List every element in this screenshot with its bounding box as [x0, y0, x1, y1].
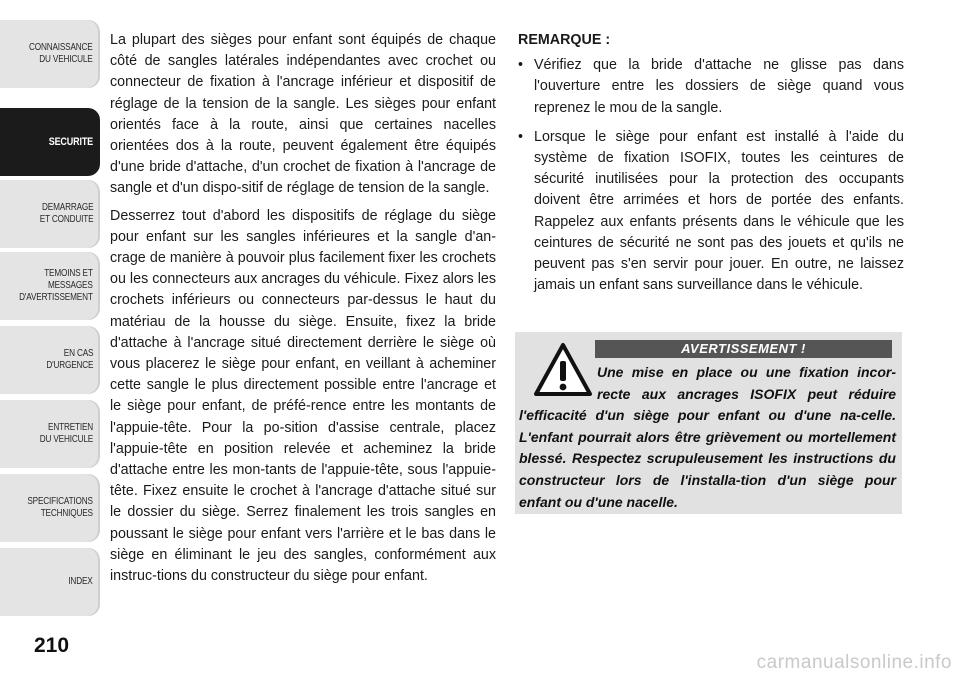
tab-entretien-du-vehicule[interactable]	[0, 400, 100, 468]
tab-label: EN CAS D'URGENCE	[45, 348, 93, 371]
list-item-text: Vérifiez que la bride d'attache ne glisse pas dans l'ouverture entre les dossiers de siège quand vous reprenez le mou de la sangle.	[534, 57, 904, 116]
section-tabs	[0, 0, 100, 678]
tab-en-cas-d-urgence[interactable]	[0, 326, 100, 394]
paragraph: Desserrez tout d'abord les dispositifs de réglage du siège pour enfant sur les sangles inférieures et la sangle d'an-crage de manière à pouvoir plus facilement fixer les crochets ou les connecteurs aux ancrages du véhicule. Fixez alors les crochets inférieurs ou connecteurs par-dessus le haut du matériau de la housse du siège. Ensuite, fixez la bride d'attache à l'ancrage situé directement derrière le siège où vous placerez le siège pour enfant, en veillant à acheminer cette sangle le plus directement possible entre l'ancrage et le siège pour enfant, de préfé-rence entre les montants de l'appuie-tête. Pour la po-sition d'assise centrale, placez l'appuie-tête en position relevée et acheminez la bride d'attache entre les mon-tants de l'appuie-tête, sous l'appuie-tête. Fixez ensuite le crochet à l'ancrage d'attache situé sur le dossier du siège. Serrez finalement les trois sangles en poussant le siège pour enfant vers l'arrière et le bas dans le siège en éliminant le jeu des sangles, conformément aux instruc-tions du constructeur du siège pour enfant.	[110, 207, 496, 585]
tab-index[interactable]	[0, 548, 100, 616]
tab-label: DEMARRAGE ET CONDUITE	[39, 202, 93, 225]
paragraph: La plupart des sièges pour enfant sont équipés de chaque côté de sangles latérales indépendantes avec crochet ou connecteur de fixation à l'ancrage inférieur et dispositif de réglage de la tension de la sangle. Les sièges pour enfant orientés face à la route, ainsi que certaines nacelles orientées dos à la route, peuvent également être équipés d'une bride d'attache, d'un crochet de fixation à l'ancrage de sangle et d'un dispo-sitif de réglage de tension de la sangle.	[110, 32, 496, 197]
warning-text: Une mise en place ou une fixation incor-recte aux ancrages ISOFIX peut réduire l'efficacité d'un siège pour enfant ou d'une na-celle. L'enfant pourrait alors être grièvement ou mortellement blessé. Respectez scrupuleusement les instructions du constructeur lors de l'installa-tion d'un siège pour enfant ou d'une nacelle.	[519, 364, 896, 510]
remark-list	[518, 55, 904, 296]
tab-connaissance-du-vehicule[interactable]	[0, 20, 100, 88]
bullet-icon: •	[518, 128, 524, 145]
icon-spacer	[519, 362, 597, 402]
tab-demarrage-et-conduite[interactable]	[0, 180, 100, 248]
watermark: carmanualsonline.info	[756, 652, 952, 673]
tab-label: SPECIFICATIONS TECHNIQUES	[27, 496, 93, 519]
tab-label: ENTRETIEN DU VEHICULE	[39, 422, 93, 445]
tab-label: CONNAISSANCE DU VEHICULE	[29, 42, 93, 65]
tab-label: TEMOINS ET MESSAGES D'AVERTISSEMENT	[19, 268, 93, 303]
tab-specifications-techniques[interactable]	[0, 474, 100, 542]
warning-box	[515, 332, 902, 514]
tab-label: INDEX	[68, 576, 93, 587]
left-column	[110, 30, 496, 593]
list-item	[518, 127, 904, 297]
list-item-text: Lorsque le siège pour enfant est installé à l'aide du système de fixation ISOFIX, toutes les ceintures de sécurité inutilisées pour la protection des occupants doivent être arrimées et hors de portée des enfants. Rappelez aux enfants présents dans le véhicule que les ceintures de sécurité ne sont pas des jouets et qu'ils ne peuvent pas s'en servir pour jouer. En outre, ne laissez jamais un enfant sans surveillance dans le véhicule.	[534, 128, 904, 294]
remark-title: REMARQUE :	[518, 32, 611, 48]
warning-text-block	[515, 362, 902, 513]
list-item	[518, 55, 904, 119]
page-number: 210	[34, 634, 70, 657]
bullet-icon: •	[518, 57, 524, 74]
tab-temoins-et-messages[interactable]	[0, 252, 100, 320]
warning-heading: AVERTISSEMENT !	[595, 340, 892, 358]
tab-label: SECURITE	[48, 136, 93, 148]
tab-securite[interactable]	[0, 108, 100, 176]
right-column	[518, 30, 904, 304]
